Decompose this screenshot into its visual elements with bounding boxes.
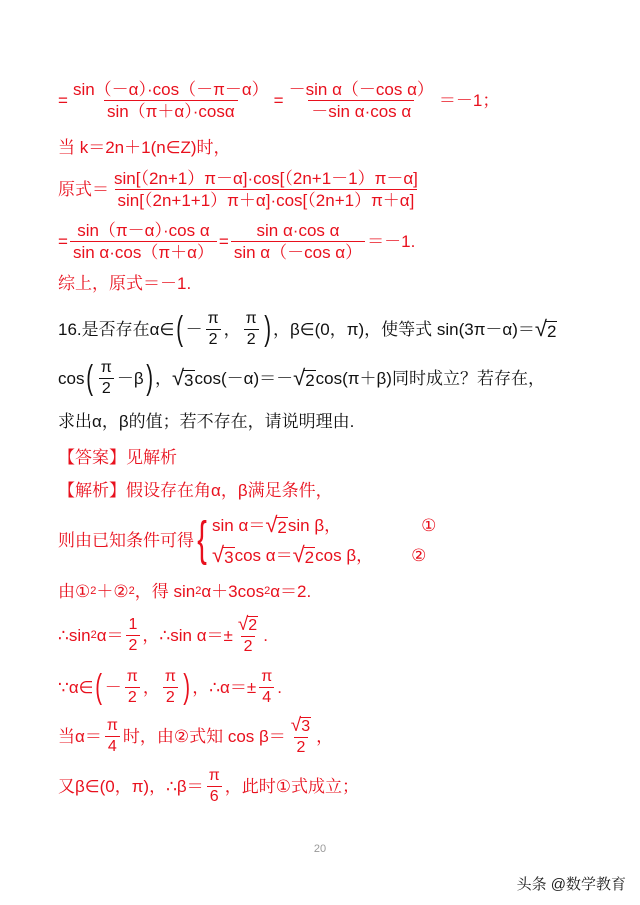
comma: ， xyxy=(223,319,241,339)
denominator: 2 xyxy=(126,635,141,654)
equation-text: sin β， xyxy=(287,515,342,535)
step-text: 又β∈(0，π)，∴β＝ xyxy=(58,776,204,796)
open-paren: ( xyxy=(86,359,94,397)
denominator: 2 xyxy=(125,687,140,706)
equation-text: cos β， xyxy=(315,545,374,565)
denominator: sin α·cos（π＋α） xyxy=(70,241,217,261)
denominator: 2 xyxy=(206,329,221,348)
question-line-3 xyxy=(58,410,600,432)
minus-sign: － xyxy=(185,319,203,339)
equals-sign: = xyxy=(58,231,68,251)
open-paren: ( xyxy=(176,310,184,348)
equation-text: sin α＝ xyxy=(212,515,266,535)
superscript: 2 xyxy=(264,584,271,597)
step-text: ∴sin xyxy=(58,625,91,645)
given-text: 则由已知条件可得 xyxy=(58,530,194,550)
answer-label: 【答案】见解析 xyxy=(58,447,177,467)
minus-sign: － xyxy=(104,677,122,697)
radicand: 3 xyxy=(301,718,311,735)
step-5 xyxy=(58,764,600,808)
radicand: 2 xyxy=(305,371,315,390)
denominator: sin α（－cos α） xyxy=(231,241,365,261)
numerator: π xyxy=(100,358,112,376)
equation-system-line xyxy=(58,508,600,572)
watermark-brand: 头条 @数学教育 xyxy=(516,876,626,893)
question-text: cos(π＋β)同时成立？若存在， xyxy=(315,368,545,388)
step-text: α＋3cos xyxy=(201,581,265,601)
pi-over-6 xyxy=(206,768,223,805)
question-line-2 xyxy=(58,356,600,400)
step-text: 当α＝ xyxy=(58,726,102,746)
numerator: sin（－α）·cos（－π－α） xyxy=(72,79,269,99)
case-text: 当 k＝2n＋1(n∈Z)时， xyxy=(58,137,231,157)
step-1 xyxy=(58,580,600,602)
denominator: 6 xyxy=(207,786,222,805)
denominator: 2 xyxy=(163,687,178,706)
fraction-2 xyxy=(231,222,365,261)
derivation-line-4 xyxy=(58,218,600,264)
fraction-large xyxy=(111,170,421,209)
step-4 xyxy=(58,710,600,762)
question-prefix: 16.是否存在α∈ xyxy=(58,319,175,339)
step-text: ，∴α＝± xyxy=(192,677,257,697)
sqrt-3: √ 3 xyxy=(290,715,311,736)
superscript: 2 xyxy=(90,628,97,641)
minus-beta: －β xyxy=(116,368,144,388)
radicand: 3 xyxy=(224,548,234,567)
pi-over-4 xyxy=(258,669,275,706)
denominator: 2 xyxy=(241,636,256,655)
step-text: ，得 sin xyxy=(134,581,196,601)
denominator: 2 xyxy=(244,329,259,348)
sqrt-2: √ 2 xyxy=(237,614,258,635)
superscript: 2 xyxy=(128,584,135,597)
case-statement xyxy=(58,136,600,158)
step-text: α＝ xyxy=(96,625,124,645)
sqrt-2: √ 2 xyxy=(292,542,315,567)
question-line-1 xyxy=(58,306,600,352)
numerator: 1 xyxy=(128,615,138,633)
sqrt-2: √ 2 xyxy=(265,512,287,537)
left-brace: { xyxy=(197,513,207,566)
close-paren: ) xyxy=(183,668,190,706)
denominator: －sin α·cos α xyxy=(308,100,414,120)
radicand: 2 xyxy=(277,518,287,537)
denominator: 2 xyxy=(99,378,114,397)
analysis-line xyxy=(58,479,600,501)
step-text: ， xyxy=(316,726,334,746)
pi-over-2 xyxy=(98,360,115,397)
analysis-label: 【解析】假设存在角α，β满足条件， xyxy=(58,480,333,500)
sqrt-2: √ 2 xyxy=(534,316,557,341)
numerator xyxy=(288,716,314,737)
numerator: sin α·cos α xyxy=(256,220,340,240)
pi-over-2 xyxy=(205,311,222,348)
sqrt3-over-2 xyxy=(288,716,314,756)
sqrt2-over-2 xyxy=(235,615,261,655)
numerator: π xyxy=(106,716,118,734)
step-text: α＝2. xyxy=(270,581,312,601)
derivation-line-1 xyxy=(58,78,600,122)
sqrt-3: √ 3 xyxy=(171,365,194,390)
pi-over-2 xyxy=(162,669,179,706)
step-2 xyxy=(58,610,600,660)
numerator: sin[（2n+1）π－α]·cos[（2n+1－1）π－α] xyxy=(114,168,418,188)
close-paren: ) xyxy=(263,310,271,348)
equals-sign: = xyxy=(273,90,284,110)
radicand: 2 xyxy=(304,548,315,567)
numerator: sin（π－α）·cos α xyxy=(77,220,210,240)
numerator: π xyxy=(261,667,273,685)
equation-marker-2: ② xyxy=(411,545,427,565)
step-text: 时，由②式知 cos β＝ xyxy=(122,726,286,746)
denominator: sin[（2n+1+1）π＋α]·cos[（2n+1）π＋α] xyxy=(115,189,418,209)
step-text: . xyxy=(263,625,268,645)
numerator: π xyxy=(245,309,257,327)
question-middle: ，β∈(0，π)，使等式 sin(3π－α)＝ xyxy=(273,319,535,339)
denominator: 2 xyxy=(294,737,309,756)
denominator: 4 xyxy=(259,687,274,706)
derivation-line-3 xyxy=(58,164,600,214)
numerator: π xyxy=(207,309,219,327)
pi-over-4 xyxy=(104,718,121,755)
denominator: sin（π＋α）·cosα xyxy=(104,100,238,120)
one-half xyxy=(126,617,141,654)
step-text: 由① xyxy=(58,581,91,601)
radicand: 2 xyxy=(248,617,258,634)
comma: ， xyxy=(142,677,160,697)
superscript: 2 xyxy=(195,584,202,597)
sqrt-3: √ 3 xyxy=(212,542,234,567)
question-text: cos(－α)＝－ xyxy=(194,368,294,388)
equation-text: cos α＝ xyxy=(234,545,293,565)
open-paren: ( xyxy=(95,668,103,706)
equation-marker-1: ① xyxy=(421,515,437,535)
fraction-1 xyxy=(70,81,272,120)
pi-over-2 xyxy=(243,311,260,348)
superscript: 2 xyxy=(90,584,97,597)
numerator: π xyxy=(208,766,220,784)
numerator xyxy=(235,615,261,636)
equals-sign: = xyxy=(58,90,68,110)
radicand: 3 xyxy=(184,371,194,390)
sqrt-2: √ 2 xyxy=(293,365,315,390)
cos-text: cos xyxy=(58,368,85,388)
answer-line xyxy=(58,446,600,468)
pi-over-2 xyxy=(124,669,141,706)
equals-sign: = xyxy=(218,231,229,251)
numerator: π xyxy=(126,667,138,685)
equation-2 xyxy=(212,544,436,566)
denominator: 4 xyxy=(105,736,120,755)
step-text: ∵α∈ xyxy=(58,677,94,697)
comma: ， xyxy=(154,368,172,388)
equation-1 xyxy=(212,514,436,536)
fraction-1 xyxy=(70,222,217,261)
numerator: π xyxy=(164,667,176,685)
step-text: ，此时①式成立； xyxy=(224,776,359,796)
result-text: ＝－1； xyxy=(438,90,500,110)
original-expression-label: 原式＝ xyxy=(58,179,109,199)
result-text: ＝－1. xyxy=(367,231,416,251)
numerator: －sin α（－cos α） xyxy=(288,79,434,99)
step-text: ＋② xyxy=(96,581,129,601)
question-text: 求出α，β的值；若不存在，请说明理由. xyxy=(58,411,355,431)
step-text: ，∴sin α＝± xyxy=(142,625,233,645)
equation-system xyxy=(194,514,436,566)
close-paren: ) xyxy=(145,359,153,397)
conclusion-line xyxy=(58,272,600,294)
conclusion-text: 综上，原式＝－1. xyxy=(58,273,192,293)
step-text: . xyxy=(277,677,282,697)
fraction-2 xyxy=(286,81,437,120)
page-number: 20 xyxy=(313,843,327,855)
step-3 xyxy=(58,664,600,710)
radicand: 2 xyxy=(547,322,557,341)
